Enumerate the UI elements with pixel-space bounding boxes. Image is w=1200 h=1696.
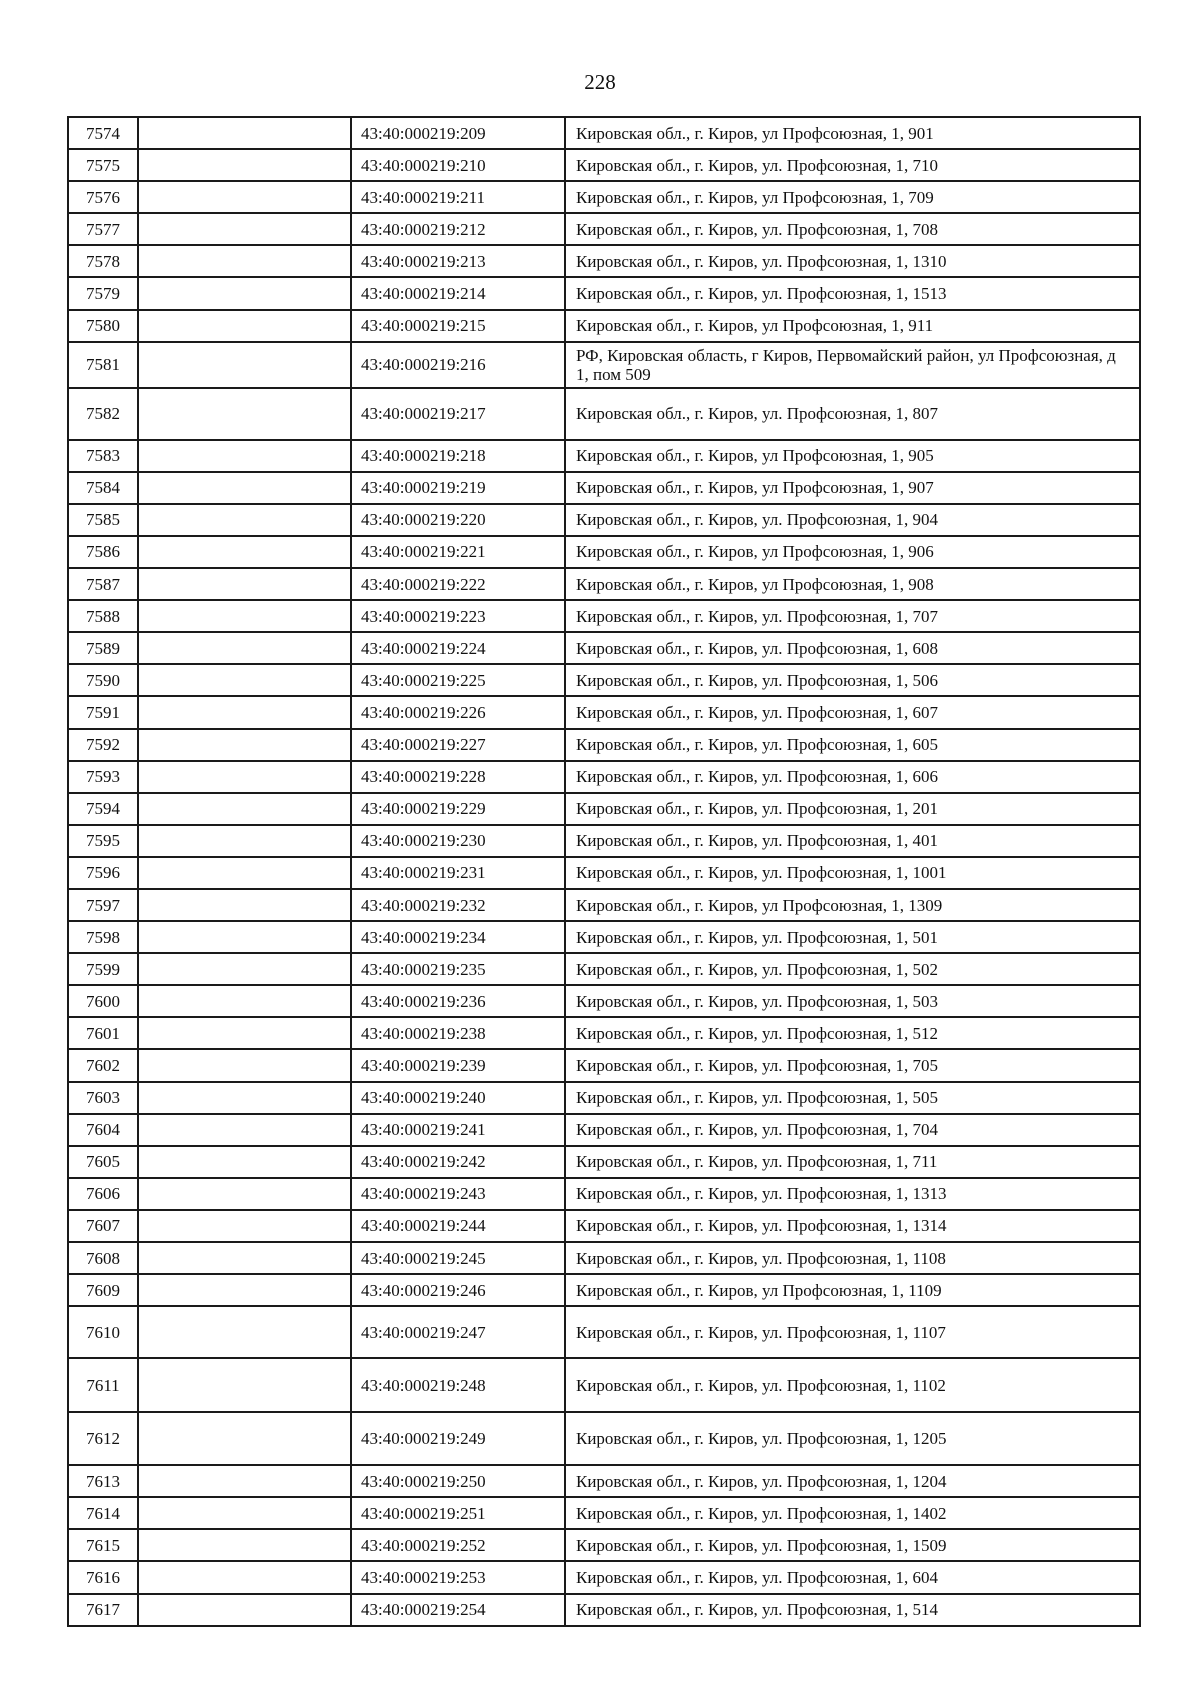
table-row bbox=[68, 761, 1140, 793]
row-number-cell: 7603 bbox=[68, 1082, 138, 1114]
table-row bbox=[68, 1306, 1140, 1358]
address-cell: Кировская обл., г. Киров, ул. Профсоюзная, 1, 1102 bbox=[565, 1358, 1140, 1412]
address-cell: Кировская обл., г. Киров, ул. Профсоюзная, 1, 710 bbox=[565, 149, 1140, 181]
address-cell: Кировская обл., г. Киров, ул. Профсоюзная, 1, 604 bbox=[565, 1561, 1140, 1593]
table-row bbox=[68, 1017, 1140, 1049]
cadastral-number-cell: 43:40:000219:246 bbox=[351, 1274, 565, 1306]
cadastral-number-cell: 43:40:000219:220 bbox=[351, 504, 565, 536]
address-cell: Кировская обл., г. Киров, ул. Профсоюзная, 1, 514 bbox=[565, 1594, 1140, 1626]
address-cell: Кировская обл., г. Киров, ул Профсоюзная, 1, 907 bbox=[565, 472, 1140, 504]
address-cell: Кировская обл., г. Киров, ул. Профсоюзная, 1, 503 bbox=[565, 985, 1140, 1017]
cadastral-number-cell: 43:40:000219:247 bbox=[351, 1306, 565, 1358]
table-row bbox=[68, 857, 1140, 889]
owner-cell bbox=[138, 857, 351, 889]
table-row bbox=[68, 1210, 1140, 1242]
cadastral-number-cell: 43:40:000219:216 bbox=[351, 342, 565, 388]
table-row bbox=[68, 1274, 1140, 1306]
address-cell: Кировская обл., г. Киров, ул. Профсоюзная, 1, 607 bbox=[565, 696, 1140, 728]
owner-cell bbox=[138, 149, 351, 181]
cadastral-number-cell: 43:40:000219:221 bbox=[351, 536, 565, 568]
cadastral-number-cell: 43:40:000219:244 bbox=[351, 1210, 565, 1242]
owner-cell bbox=[138, 1210, 351, 1242]
owner-cell bbox=[138, 793, 351, 825]
owner-cell bbox=[138, 388, 351, 440]
cadastral-number-cell: 43:40:000219:227 bbox=[351, 729, 565, 761]
cadastral-number-cell: 43:40:000219:224 bbox=[351, 632, 565, 664]
owner-cell bbox=[138, 632, 351, 664]
table-row bbox=[68, 1178, 1140, 1210]
row-number-cell: 7590 bbox=[68, 664, 138, 696]
cadastral-number-cell: 43:40:000219:210 bbox=[351, 149, 565, 181]
owner-cell bbox=[138, 1529, 351, 1561]
cadastral-number-cell: 43:40:000219:236 bbox=[351, 985, 565, 1017]
cadastral-number-cell: 43:40:000219:249 bbox=[351, 1412, 565, 1465]
address-cell: Кировская обл., г. Киров, ул. Профсоюзная, 1, 501 bbox=[565, 921, 1140, 953]
table-row bbox=[68, 1465, 1140, 1497]
row-number-cell: 7583 bbox=[68, 440, 138, 472]
cadastral-number-cell: 43:40:000219:214 bbox=[351, 277, 565, 309]
owner-cell bbox=[138, 985, 351, 1017]
cadastral-number-cell: 43:40:000219:251 bbox=[351, 1497, 565, 1529]
cadastral-number-cell: 43:40:000219:219 bbox=[351, 472, 565, 504]
table-row bbox=[68, 600, 1140, 632]
cadastral-number-cell: 43:40:000219:250 bbox=[351, 1465, 565, 1497]
owner-cell bbox=[138, 1594, 351, 1626]
page-number: 228 bbox=[584, 70, 616, 94]
table-row bbox=[68, 825, 1140, 857]
address-cell: РФ, Кировская область, г Киров, Первомайский район, ул Профсоюзная, д 1, пом 509 bbox=[565, 342, 1140, 388]
cadastral-number-cell: 43:40:000219:212 bbox=[351, 213, 565, 245]
row-number-cell: 7615 bbox=[68, 1529, 138, 1561]
row-number-cell: 7613 bbox=[68, 1465, 138, 1497]
address-cell: Кировская обл., г. Киров, ул. Профсоюзная, 1, 1314 bbox=[565, 1210, 1140, 1242]
owner-cell bbox=[138, 568, 351, 600]
table-row bbox=[68, 729, 1140, 761]
address-cell: Кировская обл., г. Киров, ул. Профсоюзная, 1, 605 bbox=[565, 729, 1140, 761]
owner-cell bbox=[138, 1358, 351, 1412]
owner-cell bbox=[138, 1049, 351, 1081]
owner-cell bbox=[138, 1306, 351, 1358]
table-row bbox=[68, 889, 1140, 921]
row-number-cell: 7599 bbox=[68, 953, 138, 985]
cadastral-number-cell: 43:40:000219:213 bbox=[351, 245, 565, 277]
cadastral-number-cell: 43:40:000219:215 bbox=[351, 310, 565, 342]
address-cell: Кировская обл., г. Киров, ул. Профсоюзная, 1, 1108 bbox=[565, 1242, 1140, 1274]
row-number-cell: 7582 bbox=[68, 388, 138, 440]
owner-cell bbox=[138, 117, 351, 149]
owner-cell bbox=[138, 181, 351, 213]
table-row bbox=[68, 664, 1140, 696]
table-row bbox=[68, 342, 1140, 388]
cadastral-number-cell: 43:40:000219:245 bbox=[351, 1242, 565, 1274]
table-row bbox=[68, 536, 1140, 568]
table-row bbox=[68, 504, 1140, 536]
table-row bbox=[68, 149, 1140, 181]
table-row bbox=[68, 921, 1140, 953]
table-row bbox=[68, 793, 1140, 825]
row-number-cell: 7588 bbox=[68, 600, 138, 632]
cadastral-number-cell: 43:40:000219:253 bbox=[351, 1561, 565, 1593]
table-row bbox=[68, 696, 1140, 728]
cadastral-number-cell: 43:40:000219:238 bbox=[351, 1017, 565, 1049]
owner-cell bbox=[138, 504, 351, 536]
cadastral-number-cell: 43:40:000219:228 bbox=[351, 761, 565, 793]
cadastral-number-cell: 43:40:000219:211 bbox=[351, 181, 565, 213]
cadastral-number-cell: 43:40:000219:232 bbox=[351, 889, 565, 921]
row-number-cell: 7601 bbox=[68, 1017, 138, 1049]
row-number-cell: 7577 bbox=[68, 213, 138, 245]
table-row bbox=[68, 1358, 1140, 1412]
cadastral-number-cell: 43:40:000219:222 bbox=[351, 568, 565, 600]
owner-cell bbox=[138, 889, 351, 921]
row-number-cell: 7585 bbox=[68, 504, 138, 536]
cadastral-number-cell: 43:40:000219:239 bbox=[351, 1049, 565, 1081]
owner-cell bbox=[138, 600, 351, 632]
owner-cell bbox=[138, 1178, 351, 1210]
row-number-cell: 7595 bbox=[68, 825, 138, 857]
address-cell: Кировская обл., г. Киров, ул. Профсоюзная, 1, 704 bbox=[565, 1114, 1140, 1146]
table-row bbox=[68, 440, 1140, 472]
address-cell: Кировская обл., г. Киров, ул. Профсоюзная, 1, 707 bbox=[565, 600, 1140, 632]
owner-cell bbox=[138, 1412, 351, 1465]
owner-cell bbox=[138, 440, 351, 472]
row-number-cell: 7576 bbox=[68, 181, 138, 213]
row-number-cell: 7574 bbox=[68, 117, 138, 149]
address-cell: Кировская обл., г. Киров, ул. Профсоюзная, 1, 708 bbox=[565, 213, 1140, 245]
owner-cell bbox=[138, 277, 351, 309]
property-table bbox=[67, 116, 1141, 1627]
table-row bbox=[68, 472, 1140, 504]
row-number-cell: 7614 bbox=[68, 1497, 138, 1529]
cadastral-number-cell: 43:40:000219:248 bbox=[351, 1358, 565, 1412]
owner-cell bbox=[138, 921, 351, 953]
cadastral-number-cell: 43:40:000219:231 bbox=[351, 857, 565, 889]
cadastral-number-cell: 43:40:000219:230 bbox=[351, 825, 565, 857]
table-row bbox=[68, 245, 1140, 277]
row-number-cell: 7616 bbox=[68, 1561, 138, 1593]
owner-cell bbox=[138, 245, 351, 277]
table-row bbox=[68, 117, 1140, 149]
table-row bbox=[68, 568, 1140, 600]
address-cell: Кировская обл., г. Киров, ул. Профсоюзная, 1, 606 bbox=[565, 761, 1140, 793]
address-cell: Кировская обл., г. Киров, ул. Профсоюзная, 1, 1513 bbox=[565, 277, 1140, 309]
table-row bbox=[68, 1146, 1140, 1178]
cadastral-number-cell: 43:40:000219:209 bbox=[351, 117, 565, 149]
owner-cell bbox=[138, 342, 351, 388]
cadastral-number-cell: 43:40:000219:234 bbox=[351, 921, 565, 953]
owner-cell bbox=[138, 536, 351, 568]
row-number-cell: 7610 bbox=[68, 1306, 138, 1358]
table-row bbox=[68, 1561, 1140, 1593]
owner-cell bbox=[138, 1114, 351, 1146]
address-cell: Кировская обл., г. Киров, ул. Профсоюзная, 1, 1313 bbox=[565, 1178, 1140, 1210]
table-row bbox=[68, 985, 1140, 1017]
address-cell: Кировская обл., г. Киров, ул. Профсоюзная, 1, 506 bbox=[565, 664, 1140, 696]
row-number-cell: 7600 bbox=[68, 985, 138, 1017]
cadastral-number-cell: 43:40:000219:242 bbox=[351, 1146, 565, 1178]
owner-cell bbox=[138, 1497, 351, 1529]
owner-cell bbox=[138, 1274, 351, 1306]
address-cell: Кировская обл., г. Киров, ул Профсоюзная, 1, 906 bbox=[565, 536, 1140, 568]
row-number-cell: 7598 bbox=[68, 921, 138, 953]
cadastral-number-cell: 43:40:000219:229 bbox=[351, 793, 565, 825]
table-row bbox=[68, 1412, 1140, 1465]
row-number-cell: 7605 bbox=[68, 1146, 138, 1178]
address-cell: Кировская обл., г. Киров, ул. Профсоюзная, 1, 1001 bbox=[565, 857, 1140, 889]
cadastral-number-cell: 43:40:000219:240 bbox=[351, 1082, 565, 1114]
row-number-cell: 7593 bbox=[68, 761, 138, 793]
table-row bbox=[68, 1529, 1140, 1561]
address-cell: Кировская обл., г. Киров, ул. Профсоюзная, 1, 512 bbox=[565, 1017, 1140, 1049]
owner-cell bbox=[138, 1017, 351, 1049]
table-row bbox=[68, 1242, 1140, 1274]
cadastral-number-cell: 43:40:000219:226 bbox=[351, 696, 565, 728]
cadastral-number-cell: 43:40:000219:243 bbox=[351, 1178, 565, 1210]
row-number-cell: 7592 bbox=[68, 729, 138, 761]
owner-cell bbox=[138, 1465, 351, 1497]
row-number-cell: 7580 bbox=[68, 310, 138, 342]
owner-cell bbox=[138, 825, 351, 857]
owner-cell bbox=[138, 1561, 351, 1593]
cadastral-number-cell: 43:40:000219:225 bbox=[351, 664, 565, 696]
row-number-cell: 7578 bbox=[68, 245, 138, 277]
cadastral-number-cell: 43:40:000219:218 bbox=[351, 440, 565, 472]
cadastral-number-cell: 43:40:000219:241 bbox=[351, 1114, 565, 1146]
cadastral-number-cell: 43:40:000219:252 bbox=[351, 1529, 565, 1561]
row-number-cell: 7596 bbox=[68, 857, 138, 889]
table-row bbox=[68, 953, 1140, 985]
row-number-cell: 7597 bbox=[68, 889, 138, 921]
table-row bbox=[68, 1114, 1140, 1146]
address-cell: Кировская обл., г. Киров, ул. Профсоюзная, 1, 401 bbox=[565, 825, 1140, 857]
row-number-cell: 7584 bbox=[68, 472, 138, 504]
address-cell: Кировская обл., г. Киров, ул Профсоюзная, 1, 709 bbox=[565, 181, 1140, 213]
row-number-cell: 7581 bbox=[68, 342, 138, 388]
owner-cell bbox=[138, 472, 351, 504]
table-body bbox=[68, 117, 1140, 1626]
owner-cell bbox=[138, 953, 351, 985]
address-cell: Кировская обл., г. Киров, ул Профсоюзная, 1, 1309 bbox=[565, 889, 1140, 921]
owner-cell bbox=[138, 761, 351, 793]
cadastral-number-cell: 43:40:000219:223 bbox=[351, 600, 565, 632]
address-cell: Кировская обл., г. Киров, ул Профсоюзная, 1, 1109 bbox=[565, 1274, 1140, 1306]
address-cell: Кировская обл., г. Киров, ул. Профсоюзная, 1, 1205 bbox=[565, 1412, 1140, 1465]
address-cell: Кировская обл., г. Киров, ул. Профсоюзная, 1, 502 bbox=[565, 953, 1140, 985]
owner-cell bbox=[138, 310, 351, 342]
row-number-cell: 7586 bbox=[68, 536, 138, 568]
row-number-cell: 7604 bbox=[68, 1114, 138, 1146]
row-number-cell: 7594 bbox=[68, 793, 138, 825]
owner-cell bbox=[138, 1242, 351, 1274]
cadastral-number-cell: 43:40:000219:235 bbox=[351, 953, 565, 985]
row-number-cell: 7579 bbox=[68, 277, 138, 309]
table-row bbox=[68, 1594, 1140, 1626]
table-row bbox=[68, 1082, 1140, 1114]
owner-cell bbox=[138, 1082, 351, 1114]
address-cell: Кировская обл., г. Киров, ул. Профсоюзная, 1, 1509 bbox=[565, 1529, 1140, 1561]
address-cell: Кировская обл., г. Киров, ул. Профсоюзная, 1, 1107 bbox=[565, 1306, 1140, 1358]
row-number-cell: 7591 bbox=[68, 696, 138, 728]
address-cell: Кировская обл., г. Киров, ул. Профсоюзная, 1, 904 bbox=[565, 504, 1140, 536]
address-cell: Кировская обл., г. Киров, ул. Профсоюзная, 1, 1310 bbox=[565, 245, 1140, 277]
address-cell: Кировская обл., г. Киров, ул. Профсоюзная, 1, 201 bbox=[565, 793, 1140, 825]
row-number-cell: 7606 bbox=[68, 1178, 138, 1210]
address-cell: Кировская обл., г. Киров, ул. Профсоюзная, 1, 608 bbox=[565, 632, 1140, 664]
table-row bbox=[68, 181, 1140, 213]
table-row bbox=[68, 1049, 1140, 1081]
cadastral-number-cell: 43:40:000219:254 bbox=[351, 1594, 565, 1626]
row-number-cell: 7611 bbox=[68, 1358, 138, 1412]
owner-cell bbox=[138, 696, 351, 728]
address-cell: Кировская обл., г. Киров, ул. Профсоюзная, 1, 711 bbox=[565, 1146, 1140, 1178]
row-number-cell: 7617 bbox=[68, 1594, 138, 1626]
owner-cell bbox=[138, 664, 351, 696]
row-number-cell: 7612 bbox=[68, 1412, 138, 1465]
row-number-cell: 7589 bbox=[68, 632, 138, 664]
row-number-cell: 7608 bbox=[68, 1242, 138, 1274]
row-number-cell: 7607 bbox=[68, 1210, 138, 1242]
owner-cell bbox=[138, 213, 351, 245]
address-cell: Кировская обл., г. Киров, ул. Профсоюзная, 1, 1402 bbox=[565, 1497, 1140, 1529]
table-row bbox=[68, 1497, 1140, 1529]
address-cell: Кировская обл., г. Киров, ул Профсоюзная, 1, 901 bbox=[565, 117, 1140, 149]
table-row bbox=[68, 213, 1140, 245]
table-row bbox=[68, 632, 1140, 664]
owner-cell bbox=[138, 1146, 351, 1178]
address-cell: Кировская обл., г. Киров, ул. Профсоюзная, 1, 807 bbox=[565, 388, 1140, 440]
table-row bbox=[68, 277, 1140, 309]
address-cell: Кировская обл., г. Киров, ул Профсоюзная, 1, 908 bbox=[565, 568, 1140, 600]
table-row bbox=[68, 388, 1140, 440]
address-cell: Кировская обл., г. Киров, ул Профсоюзная, 1, 911 bbox=[565, 310, 1140, 342]
row-number-cell: 7602 bbox=[68, 1049, 138, 1081]
row-number-cell: 7587 bbox=[68, 568, 138, 600]
address-cell: Кировская обл., г. Киров, ул Профсоюзная, 1, 905 bbox=[565, 440, 1140, 472]
row-number-cell: 7609 bbox=[68, 1274, 138, 1306]
cadastral-number-cell: 43:40:000219:217 bbox=[351, 388, 565, 440]
address-cell: Кировская обл., г. Киров, ул. Профсоюзная, 1, 1204 bbox=[565, 1465, 1140, 1497]
address-cell: Кировская обл., г. Киров, ул. Профсоюзная, 1, 705 bbox=[565, 1049, 1140, 1081]
owner-cell bbox=[138, 729, 351, 761]
address-cell: Кировская обл., г. Киров, ул. Профсоюзная, 1, 505 bbox=[565, 1082, 1140, 1114]
table-row bbox=[68, 310, 1140, 342]
row-number-cell: 7575 bbox=[68, 149, 138, 181]
